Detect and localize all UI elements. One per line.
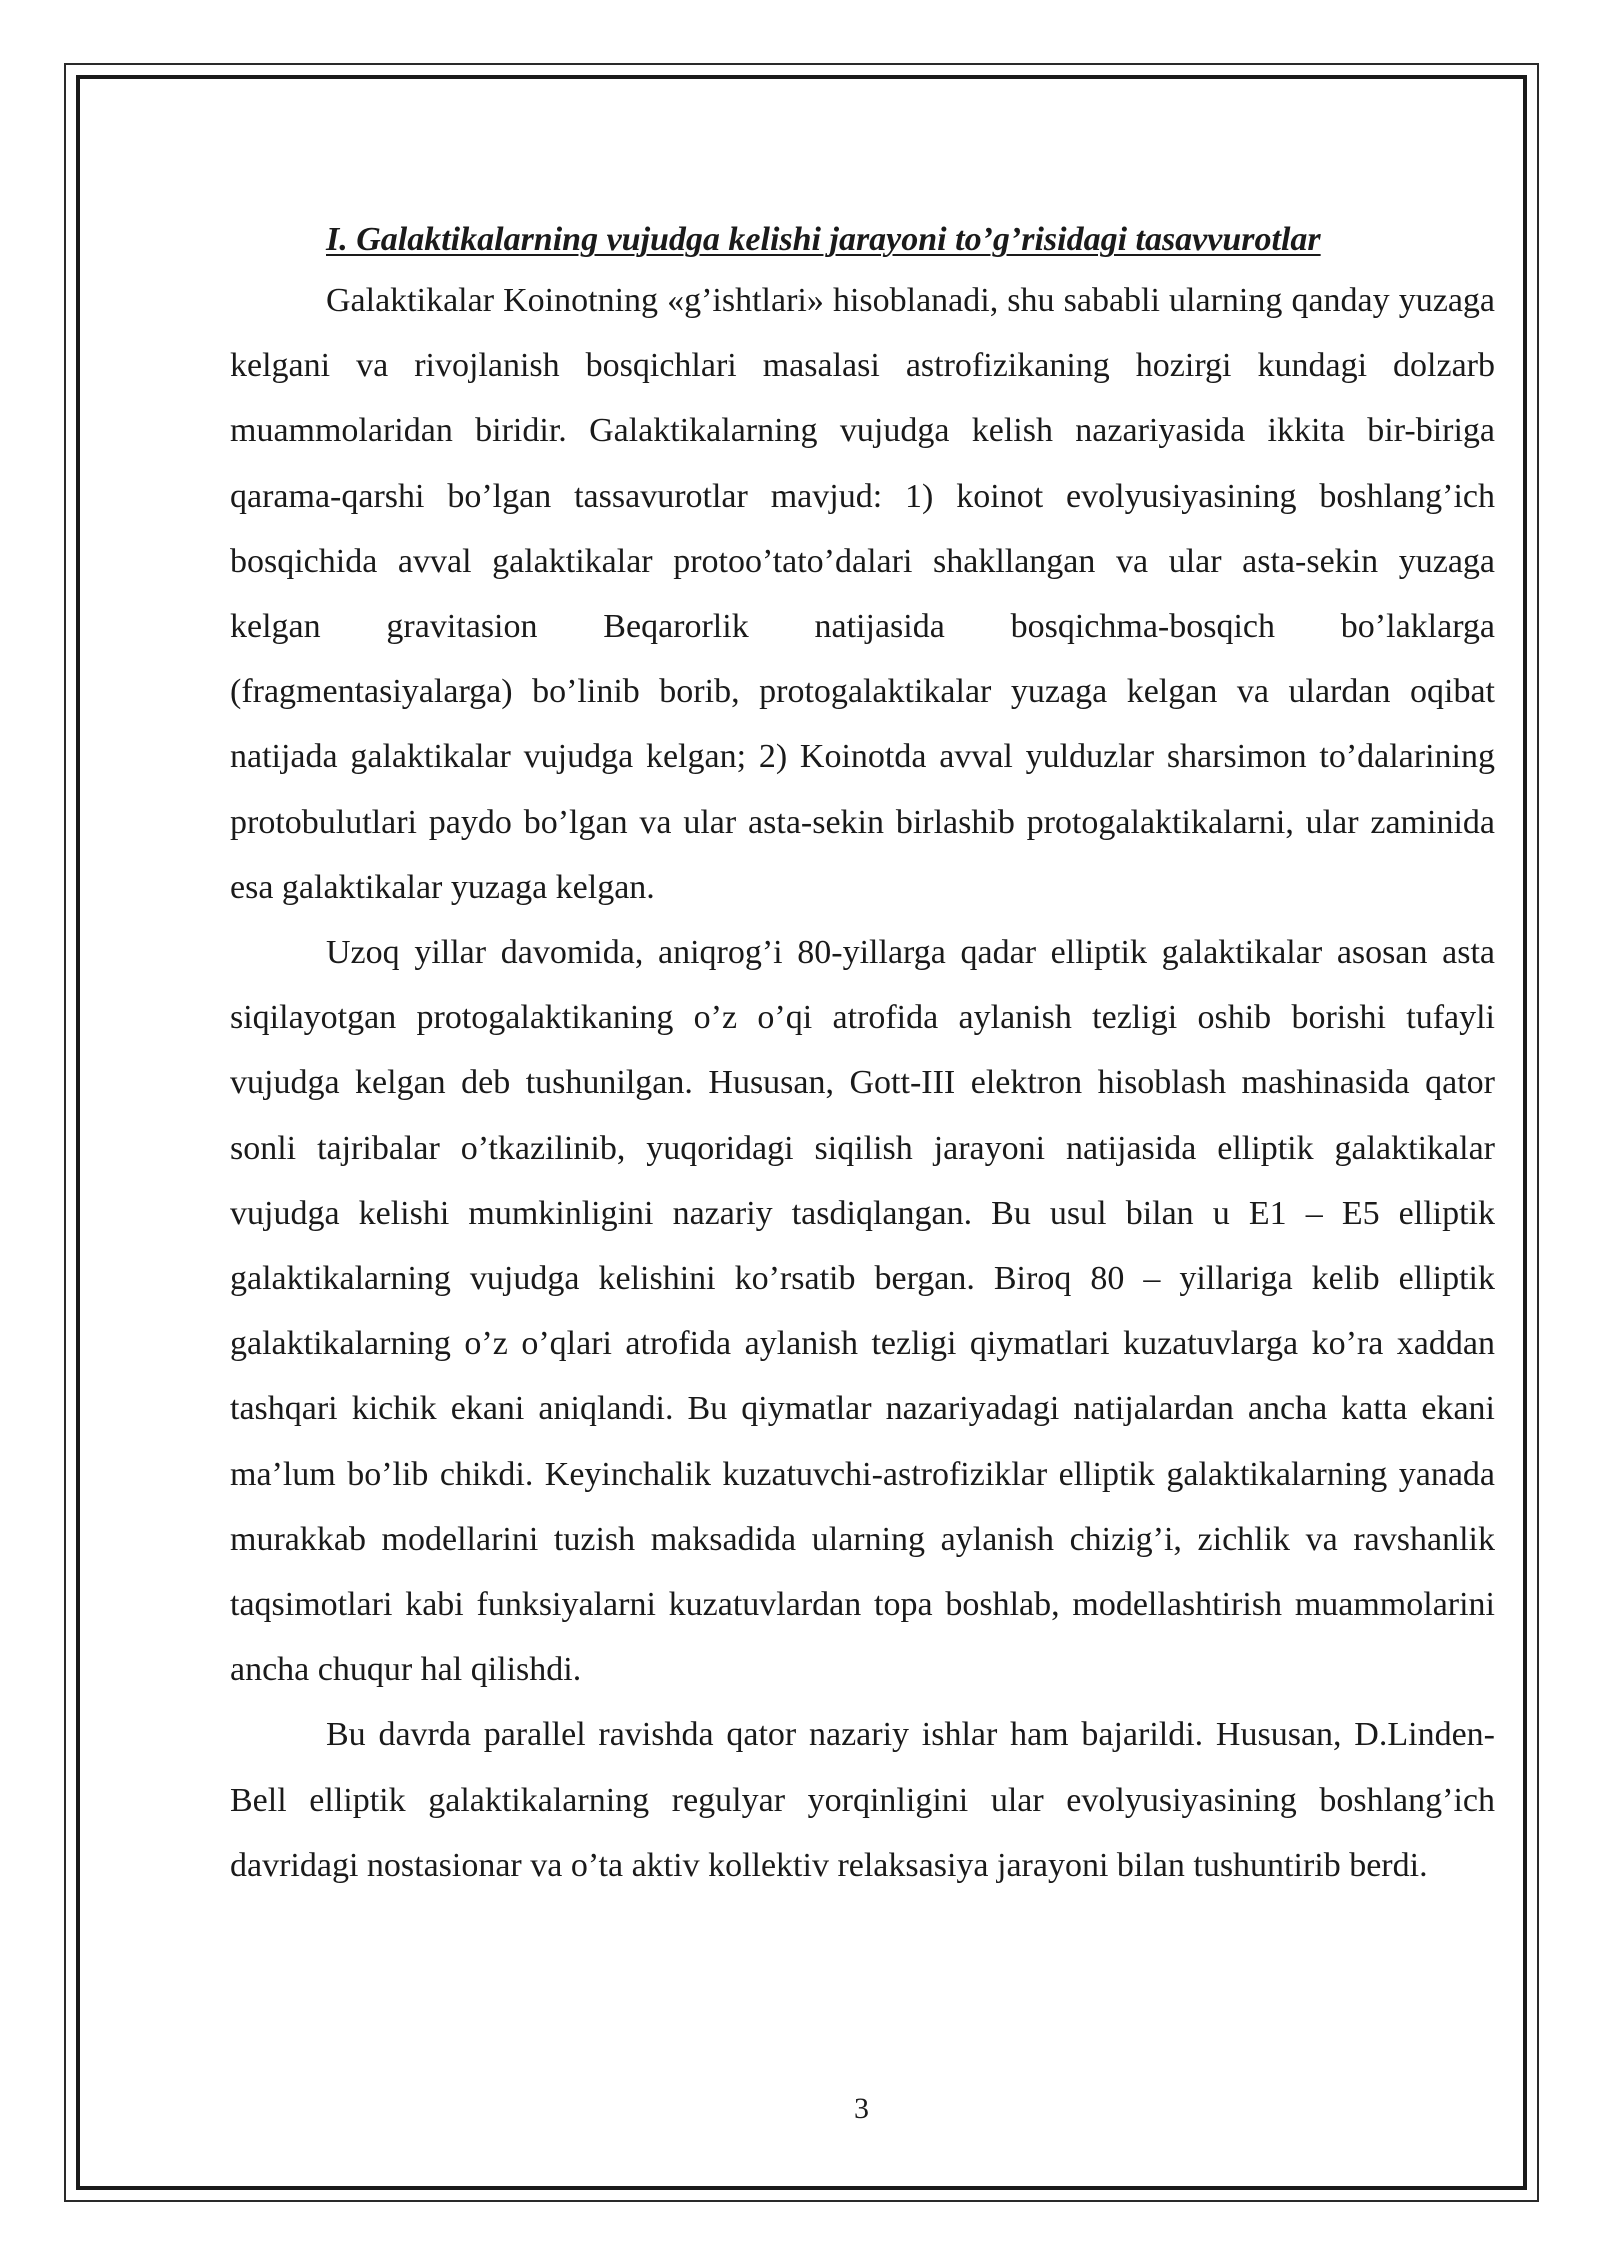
paragraph-3: Bu davrda parallel ravishda qator nazariy ishlar ham bajarildi. Hususan, D.Linden-Bell elliptik galaktikalarning regulyar yorqinligini ular evolyusiyasining boshlang’ich davridagi nostasionar va o’ta aktiv kollektiv relaksasiya jarayoni bilan tushuntirib berdi. [230,1716,1495,1884]
page-number: 3 [854,2092,869,2125]
paragraph-1: Galaktikalar Koinotning «g’ishtlari» hisoblanadi, shu sababli ularning qanday yuzaga kelgani va rivojlanish bosqichlari masalasi astrofizikaning hozirgi kundagi dolzarb muammolaridan biridir. Galaktikalarning vujudga kelish nazariyasida ikkita bir-biriga qarama-qarshi bo’lgan tassavurotlar mavjud: 1) koinot evolyusiyasining boshlang’ich bosqichida avval galaktikalar protoo’tato’dalari shakllangan va ular asta-sekin yuzaga kelgan gravitasion Beqarorlik natijasida bosqichma-bosqich bo’laklarga (fragmentasiyalarga) bo’linib borib, protogalaktikalar yuzaga kelgan va ulardan oqibat natijada galaktikalar vujudga kelgan; 2) Koinotda avval yulduzlar sharsimon to’dalarining protobulutlari paydo bo’lgan va ular asta-sekin birlashib protogalaktikalarni, ular zaminida esa galaktikalar yuzaga kelgan. [230,282,1495,906]
paragraph-2: Uzoq yillar davomida, aniqrog’i 80-yillarga qadar elliptik galaktikalar asosan asta siqilayotgan protogalaktikaning o’z o’qi atrofida aylanish tezligi oshib borishi tufayli vujudga kelgan deb tushunilgan. Hususan, Gott-III elektron hisoblash mashinasida qator sonli tajribalar o’tkazilinib, yuqoridagi siqilish jarayoni natijasida elliptik galaktikalar vujudga kelishi mumkinligini nazariy tasdiqlangan. Bu usul bilan u E1 – E5 elliptik galaktikalarning vujudga kelishini ko’rsatib bergan. Biroq 80 – yillariga kelib elliptik galaktikalarning o’z o’qlari atrofida aylanish tezligi qiymatlari kuzatuvlarga ko’ra xaddan tashqari kichik ekani aniqlandi. Bu qiymatlar nazariyadagi natijalardan ancha katta ekani ma’lum bo’lib chikdi. Keyinchalik kuzatuvchi-astrofiziklar elliptik galaktikalarning yanada murakkab modellarini tuzish maksadida ularning aylanish chizig’i, zichlik va ravshanlik taqsimotlari kabi funksiyalarni kuzatuvlardan topa boshlab, modellashtirish muammolarini ancha chuqur hal qilishdi. [230,934,1495,1689]
document-body [230,212,1495,1898]
section-heading: I. Galaktikalarning vujudga kelishi jarayoni to’g’risidagi tasavvurotlar [326,221,1321,258]
